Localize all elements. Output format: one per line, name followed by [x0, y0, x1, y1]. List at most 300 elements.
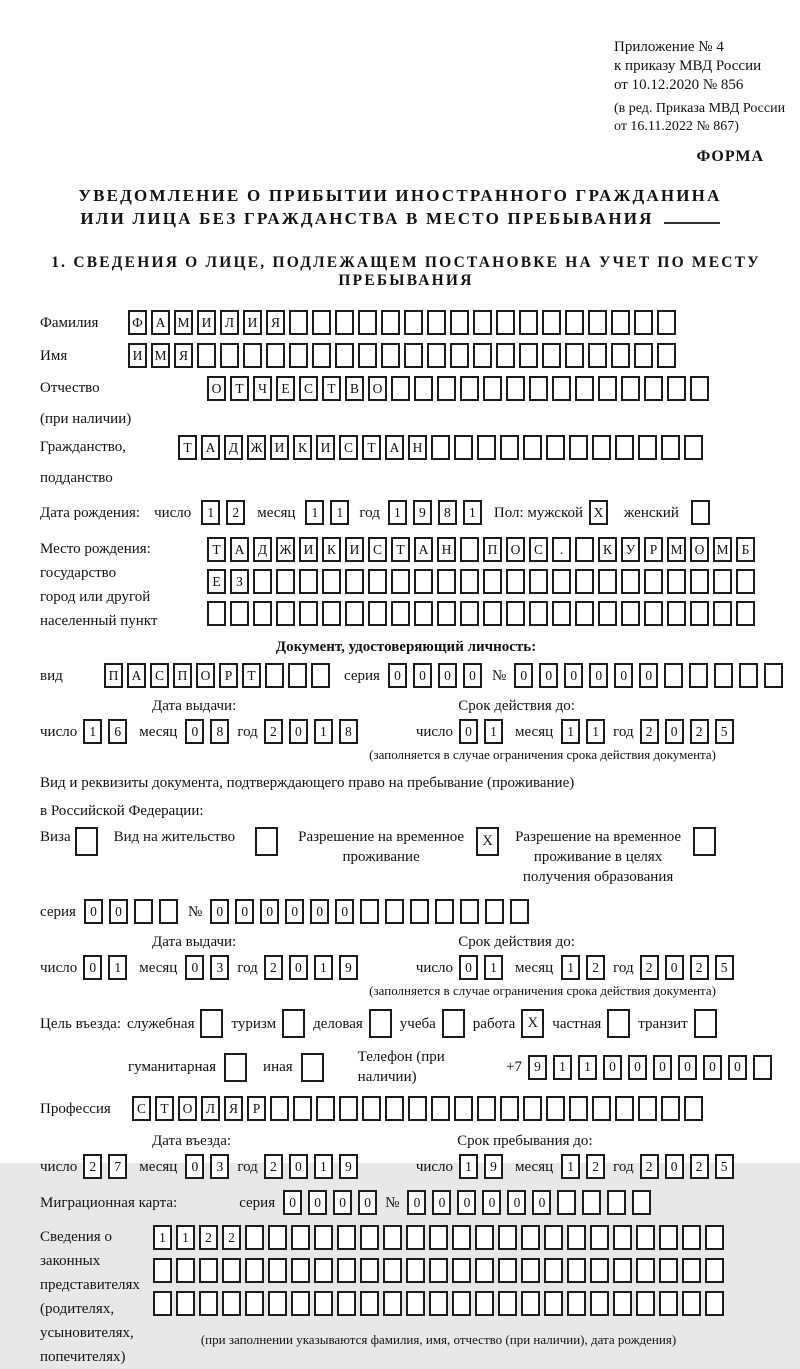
- form-cell[interactable]: 0: [335, 899, 354, 924]
- form-cell[interactable]: 0: [235, 899, 254, 924]
- form-cell[interactable]: А: [151, 310, 170, 335]
- form-cell[interactable]: 0: [438, 663, 457, 688]
- form-cell[interactable]: [199, 1291, 218, 1316]
- form-cell[interactable]: В: [345, 376, 364, 401]
- form-cell[interactable]: 3: [210, 1154, 229, 1179]
- form-cell[interactable]: Е: [276, 376, 295, 401]
- form-cell[interactable]: Я: [224, 1096, 243, 1121]
- form-cell[interactable]: [590, 1291, 609, 1316]
- form-cell[interactable]: П: [173, 663, 192, 688]
- form-cell[interactable]: [450, 310, 469, 335]
- form-cell[interactable]: [523, 435, 542, 460]
- form-cell[interactable]: [546, 1096, 565, 1121]
- form-cell[interactable]: 2: [264, 719, 283, 744]
- form-cell[interactable]: 0: [432, 1190, 451, 1215]
- form-cell[interactable]: [529, 376, 548, 401]
- form-cell[interactable]: [552, 569, 571, 594]
- form-cell[interactable]: 0: [678, 1055, 697, 1080]
- form-cell[interactable]: [621, 569, 640, 594]
- form-cell[interactable]: [705, 1258, 724, 1283]
- form-cell[interactable]: Р: [644, 537, 663, 562]
- form-cell[interactable]: [437, 569, 456, 594]
- form-cell[interactable]: 0: [482, 1190, 501, 1215]
- form-cell[interactable]: [360, 1291, 379, 1316]
- form-cell[interactable]: 0: [185, 719, 204, 744]
- form-cell[interactable]: [638, 435, 657, 460]
- form-cell[interactable]: [684, 435, 703, 460]
- form-cell[interactable]: 8: [438, 500, 457, 525]
- form-cell[interactable]: [299, 569, 318, 594]
- form-cell[interactable]: [567, 1225, 586, 1250]
- form-cell[interactable]: [475, 1258, 494, 1283]
- form-cell[interactable]: 0: [539, 663, 558, 688]
- form-cell[interactable]: [682, 1291, 701, 1316]
- form-cell[interactable]: [301, 1053, 324, 1082]
- form-cell[interactable]: [442, 1009, 465, 1038]
- form-cell[interactable]: [268, 1291, 287, 1316]
- form-cell[interactable]: [322, 601, 341, 626]
- form-cell[interactable]: Т: [391, 537, 410, 562]
- form-cell[interactable]: [621, 601, 640, 626]
- form-cell[interactable]: [636, 1258, 655, 1283]
- title-blank-line[interactable]: [664, 210, 720, 224]
- form-cell[interactable]: 5: [715, 955, 734, 980]
- form-cell[interactable]: И: [316, 435, 335, 460]
- form-cell[interactable]: [638, 1096, 657, 1121]
- form-cell[interactable]: [682, 1225, 701, 1250]
- form-cell[interactable]: [607, 1009, 630, 1038]
- form-cell[interactable]: 2: [690, 955, 709, 980]
- form-cell[interactable]: [265, 663, 284, 688]
- form-cell[interactable]: М: [151, 343, 170, 368]
- form-cell[interactable]: 0: [532, 1190, 551, 1215]
- form-cell[interactable]: [291, 1291, 310, 1316]
- form-cell[interactable]: [268, 1225, 287, 1250]
- form-cell[interactable]: 1: [561, 1154, 580, 1179]
- form-cell[interactable]: [222, 1258, 241, 1283]
- form-cell[interactable]: О: [690, 537, 709, 562]
- form-cell[interactable]: Т: [178, 435, 197, 460]
- form-cell[interactable]: 0: [308, 1190, 327, 1215]
- form-cell[interactable]: 0: [84, 899, 103, 924]
- form-cell[interactable]: 1: [459, 1154, 478, 1179]
- form-cell[interactable]: [544, 1291, 563, 1316]
- form-cell[interactable]: 0: [564, 663, 583, 688]
- form-cell[interactable]: [429, 1291, 448, 1316]
- form-cell[interactable]: [705, 1225, 724, 1250]
- form-cell[interactable]: 0: [388, 663, 407, 688]
- form-cell[interactable]: А: [230, 537, 249, 562]
- form-cell[interactable]: [414, 601, 433, 626]
- form-cell[interactable]: 0: [665, 955, 684, 980]
- form-cell[interactable]: [75, 827, 98, 856]
- form-cell[interactable]: [134, 899, 153, 924]
- form-cell[interactable]: [437, 376, 456, 401]
- form-cell[interactable]: Н: [437, 537, 456, 562]
- form-cell[interactable]: [644, 569, 663, 594]
- form-cell[interactable]: [360, 899, 379, 924]
- form-cell[interactable]: [521, 1258, 540, 1283]
- form-cell[interactable]: 0: [665, 719, 684, 744]
- form-cell[interactable]: 1: [578, 1055, 597, 1080]
- form-cell[interactable]: [575, 569, 594, 594]
- form-cell[interactable]: [575, 601, 594, 626]
- form-cell[interactable]: [521, 1291, 540, 1316]
- form-cell[interactable]: [764, 663, 783, 688]
- form-cell[interactable]: Я: [266, 310, 285, 335]
- form-cell[interactable]: [322, 569, 341, 594]
- form-cell[interactable]: [429, 1225, 448, 1250]
- form-cell[interactable]: 9: [413, 500, 432, 525]
- form-cell[interactable]: О: [207, 376, 226, 401]
- form-cell[interactable]: [498, 1225, 517, 1250]
- form-cell[interactable]: [289, 310, 308, 335]
- form-cell[interactable]: [414, 376, 433, 401]
- form-cell[interactable]: Т: [207, 537, 226, 562]
- form-cell[interactable]: [335, 343, 354, 368]
- form-cell[interactable]: [510, 899, 529, 924]
- form-cell[interactable]: 9: [528, 1055, 547, 1080]
- form-cell[interactable]: 0: [507, 1190, 526, 1215]
- form-cell[interactable]: О: [178, 1096, 197, 1121]
- form-cell[interactable]: [289, 343, 308, 368]
- form-cell[interactable]: [435, 899, 454, 924]
- form-cell[interactable]: Д: [253, 537, 272, 562]
- form-cell[interactable]: [220, 343, 239, 368]
- form-cell[interactable]: [582, 1190, 601, 1215]
- form-cell[interactable]: [282, 1009, 305, 1038]
- form-cell[interactable]: [588, 310, 607, 335]
- form-cell[interactable]: [345, 569, 364, 594]
- form-cell[interactable]: [714, 663, 733, 688]
- form-cell[interactable]: [567, 1258, 586, 1283]
- form-cell[interactable]: [431, 1096, 450, 1121]
- form-cell[interactable]: X: [521, 1009, 544, 1038]
- form-cell[interactable]: 0: [289, 1154, 308, 1179]
- form-cell[interactable]: И: [128, 343, 147, 368]
- form-cell[interactable]: [598, 376, 617, 401]
- form-cell[interactable]: [569, 435, 588, 460]
- form-cell[interactable]: [197, 343, 216, 368]
- form-cell[interactable]: [408, 1096, 427, 1121]
- form-cell[interactable]: Е: [207, 569, 226, 594]
- form-cell[interactable]: [736, 569, 755, 594]
- form-cell[interactable]: [475, 1225, 494, 1250]
- form-cell[interactable]: [615, 1096, 634, 1121]
- form-cell[interactable]: [406, 1291, 425, 1316]
- form-cell[interactable]: [657, 310, 676, 335]
- form-cell[interactable]: 1: [586, 719, 605, 744]
- form-cell[interactable]: [521, 1225, 540, 1250]
- form-cell[interactable]: [391, 569, 410, 594]
- form-cell[interactable]: [694, 1009, 717, 1038]
- form-cell[interactable]: [450, 343, 469, 368]
- form-cell[interactable]: [368, 601, 387, 626]
- form-cell[interactable]: З: [230, 569, 249, 594]
- form-cell[interactable]: М: [667, 537, 686, 562]
- form-cell[interactable]: [460, 376, 479, 401]
- form-cell[interactable]: [454, 435, 473, 460]
- form-cell[interactable]: [590, 1225, 609, 1250]
- form-cell[interactable]: [664, 663, 683, 688]
- form-cell[interactable]: П: [483, 537, 502, 562]
- form-cell[interactable]: [230, 601, 249, 626]
- form-cell[interactable]: [245, 1291, 264, 1316]
- form-cell[interactable]: И: [299, 537, 318, 562]
- form-cell[interactable]: [475, 1291, 494, 1316]
- form-cell[interactable]: 0: [665, 1154, 684, 1179]
- form-cell[interactable]: 0: [459, 719, 478, 744]
- form-cell[interactable]: 1: [305, 500, 324, 525]
- form-cell[interactable]: [335, 310, 354, 335]
- form-cell[interactable]: [176, 1258, 195, 1283]
- form-cell[interactable]: [592, 1096, 611, 1121]
- form-cell[interactable]: .: [552, 537, 571, 562]
- form-cell[interactable]: [500, 1096, 519, 1121]
- form-cell[interactable]: [291, 1258, 310, 1283]
- form-cell[interactable]: [667, 569, 686, 594]
- form-cell[interactable]: Д: [224, 435, 243, 460]
- form-cell[interactable]: [496, 343, 515, 368]
- form-cell[interactable]: [385, 1096, 404, 1121]
- form-cell[interactable]: [153, 1291, 172, 1316]
- form-cell[interactable]: [569, 1096, 588, 1121]
- form-cell[interactable]: А: [385, 435, 404, 460]
- form-cell[interactable]: 9: [484, 1154, 503, 1179]
- form-cell[interactable]: 0: [628, 1055, 647, 1080]
- form-cell[interactable]: 0: [210, 899, 229, 924]
- form-cell[interactable]: [358, 310, 377, 335]
- form-cell[interactable]: [613, 1291, 632, 1316]
- form-cell[interactable]: [410, 899, 429, 924]
- form-cell[interactable]: [460, 601, 479, 626]
- form-cell[interactable]: [369, 1009, 392, 1038]
- form-cell[interactable]: [406, 1258, 425, 1283]
- form-cell[interactable]: 1: [330, 500, 349, 525]
- form-cell[interactable]: 1: [314, 719, 333, 744]
- form-cell[interactable]: 0: [639, 663, 658, 688]
- form-cell[interactable]: [661, 435, 680, 460]
- form-cell[interactable]: Ч: [253, 376, 272, 401]
- form-cell[interactable]: С: [339, 435, 358, 460]
- form-cell[interactable]: [661, 1096, 680, 1121]
- form-cell[interactable]: [689, 663, 708, 688]
- form-cell[interactable]: [414, 569, 433, 594]
- form-cell[interactable]: 0: [457, 1190, 476, 1215]
- form-cell[interactable]: [506, 601, 525, 626]
- form-cell[interactable]: [592, 435, 611, 460]
- form-cell[interactable]: [253, 569, 272, 594]
- form-cell[interactable]: 9: [339, 1154, 358, 1179]
- form-cell[interactable]: [542, 310, 561, 335]
- form-cell[interactable]: [452, 1258, 471, 1283]
- form-cell[interactable]: [200, 1009, 223, 1038]
- form-cell[interactable]: [523, 1096, 542, 1121]
- form-cell[interactable]: [360, 1258, 379, 1283]
- form-cell[interactable]: 2: [264, 1154, 283, 1179]
- form-cell[interactable]: [314, 1291, 333, 1316]
- form-cell[interactable]: Б: [736, 537, 755, 562]
- form-cell[interactable]: 2: [586, 1154, 605, 1179]
- form-cell[interactable]: [312, 343, 331, 368]
- form-cell[interactable]: К: [598, 537, 617, 562]
- form-cell[interactable]: [477, 1096, 496, 1121]
- form-cell[interactable]: [644, 601, 663, 626]
- form-cell[interactable]: Л: [220, 310, 239, 335]
- form-cell[interactable]: [690, 376, 709, 401]
- form-cell[interactable]: [588, 343, 607, 368]
- form-cell[interactable]: 0: [185, 1154, 204, 1179]
- form-cell[interactable]: [337, 1225, 356, 1250]
- form-cell[interactable]: А: [127, 663, 146, 688]
- form-cell[interactable]: 0: [289, 719, 308, 744]
- form-cell[interactable]: [337, 1291, 356, 1316]
- form-cell[interactable]: [391, 376, 410, 401]
- form-cell[interactable]: [314, 1258, 333, 1283]
- form-cell[interactable]: 1: [553, 1055, 572, 1080]
- form-cell[interactable]: 0: [703, 1055, 722, 1080]
- form-cell[interactable]: [473, 310, 492, 335]
- form-cell[interactable]: О: [196, 663, 215, 688]
- form-cell[interactable]: [460, 899, 479, 924]
- form-cell[interactable]: [565, 343, 584, 368]
- form-cell[interactable]: 1: [561, 719, 580, 744]
- form-cell[interactable]: Т: [242, 663, 261, 688]
- form-cell[interactable]: [483, 569, 502, 594]
- form-cell[interactable]: [590, 1258, 609, 1283]
- form-cell[interactable]: X: [476, 827, 499, 856]
- form-cell[interactable]: [498, 1258, 517, 1283]
- form-cell[interactable]: [632, 1190, 651, 1215]
- form-cell[interactable]: 1: [463, 500, 482, 525]
- form-cell[interactable]: [224, 1053, 247, 1082]
- form-cell[interactable]: 0: [589, 663, 608, 688]
- form-cell[interactable]: [431, 435, 450, 460]
- form-cell[interactable]: [276, 569, 295, 594]
- form-cell[interactable]: Я: [174, 343, 193, 368]
- form-cell[interactable]: [460, 537, 479, 562]
- form-cell[interactable]: [506, 376, 525, 401]
- form-cell[interactable]: Т: [155, 1096, 174, 1121]
- form-cell[interactable]: 0: [653, 1055, 672, 1080]
- form-cell[interactable]: [552, 601, 571, 626]
- form-cell[interactable]: [358, 343, 377, 368]
- form-cell[interactable]: [288, 663, 307, 688]
- form-cell[interactable]: И: [345, 537, 364, 562]
- form-cell[interactable]: 1: [153, 1225, 172, 1250]
- form-cell[interactable]: [222, 1291, 241, 1316]
- form-cell[interactable]: 1: [484, 719, 503, 744]
- form-cell[interactable]: [621, 376, 640, 401]
- form-cell[interactable]: Т: [362, 435, 381, 460]
- form-cell[interactable]: 2: [199, 1225, 218, 1250]
- form-cell[interactable]: [406, 1225, 425, 1250]
- form-cell[interactable]: [427, 310, 446, 335]
- form-cell[interactable]: Л: [201, 1096, 220, 1121]
- form-cell[interactable]: Р: [219, 663, 238, 688]
- form-cell[interactable]: [598, 569, 617, 594]
- form-cell[interactable]: [253, 601, 272, 626]
- form-cell[interactable]: И: [197, 310, 216, 335]
- form-cell[interactable]: [452, 1225, 471, 1250]
- form-cell[interactable]: С: [529, 537, 548, 562]
- form-cell[interactable]: [199, 1258, 218, 1283]
- form-cell[interactable]: 1: [83, 719, 102, 744]
- form-cell[interactable]: [345, 601, 364, 626]
- form-cell[interactable]: 2: [690, 1154, 709, 1179]
- form-cell[interactable]: [682, 1258, 701, 1283]
- form-cell[interactable]: [429, 1258, 448, 1283]
- form-cell[interactable]: О: [506, 537, 525, 562]
- form-cell[interactable]: [460, 569, 479, 594]
- form-cell[interactable]: [667, 601, 686, 626]
- form-cell[interactable]: [485, 899, 504, 924]
- form-cell[interactable]: Ж: [247, 435, 266, 460]
- form-cell[interactable]: [500, 435, 519, 460]
- form-cell[interactable]: [546, 435, 565, 460]
- form-cell[interactable]: 0: [83, 955, 102, 980]
- form-cell[interactable]: 0: [728, 1055, 747, 1080]
- form-cell[interactable]: [690, 601, 709, 626]
- form-cell[interactable]: 0: [260, 899, 279, 924]
- form-cell[interactable]: [385, 899, 404, 924]
- form-cell[interactable]: [659, 1258, 678, 1283]
- form-cell[interactable]: 2: [83, 1154, 102, 1179]
- form-cell[interactable]: [291, 1225, 310, 1250]
- form-cell[interactable]: 2: [264, 955, 283, 980]
- form-cell[interactable]: [255, 827, 278, 856]
- form-cell[interactable]: 0: [358, 1190, 377, 1215]
- form-cell[interactable]: [529, 601, 548, 626]
- form-cell[interactable]: 2: [586, 955, 605, 980]
- form-cell[interactable]: [636, 1225, 655, 1250]
- form-cell[interactable]: О: [368, 376, 387, 401]
- form-cell[interactable]: [529, 569, 548, 594]
- form-cell[interactable]: К: [293, 435, 312, 460]
- form-cell[interactable]: 0: [413, 663, 432, 688]
- form-cell[interactable]: [644, 376, 663, 401]
- form-cell[interactable]: И: [270, 435, 289, 460]
- form-cell[interactable]: 1: [176, 1225, 195, 1250]
- form-cell[interactable]: [567, 1291, 586, 1316]
- form-cell[interactable]: [713, 569, 732, 594]
- form-cell[interactable]: 0: [603, 1055, 622, 1080]
- form-cell[interactable]: 5: [715, 1154, 734, 1179]
- form-cell[interactable]: [299, 601, 318, 626]
- form-cell[interactable]: 1: [201, 500, 220, 525]
- form-cell[interactable]: С: [150, 663, 169, 688]
- form-cell[interactable]: [634, 343, 653, 368]
- form-cell[interactable]: [690, 569, 709, 594]
- form-cell[interactable]: 0: [514, 663, 533, 688]
- form-cell[interactable]: [245, 1258, 264, 1283]
- form-cell[interactable]: [381, 310, 400, 335]
- form-cell[interactable]: [268, 1258, 287, 1283]
- form-cell[interactable]: [391, 601, 410, 626]
- form-cell[interactable]: [636, 1291, 655, 1316]
- form-cell[interactable]: 2: [226, 500, 245, 525]
- form-cell[interactable]: [176, 1291, 195, 1316]
- form-cell[interactable]: [519, 343, 538, 368]
- form-cell[interactable]: [483, 601, 502, 626]
- form-cell[interactable]: [613, 1225, 632, 1250]
- form-cell[interactable]: [506, 569, 525, 594]
- form-cell[interactable]: [552, 376, 571, 401]
- form-cell[interactable]: 1: [314, 1154, 333, 1179]
- form-cell[interactable]: [276, 601, 295, 626]
- form-cell[interactable]: 0: [614, 663, 633, 688]
- form-cell[interactable]: Ж: [276, 537, 295, 562]
